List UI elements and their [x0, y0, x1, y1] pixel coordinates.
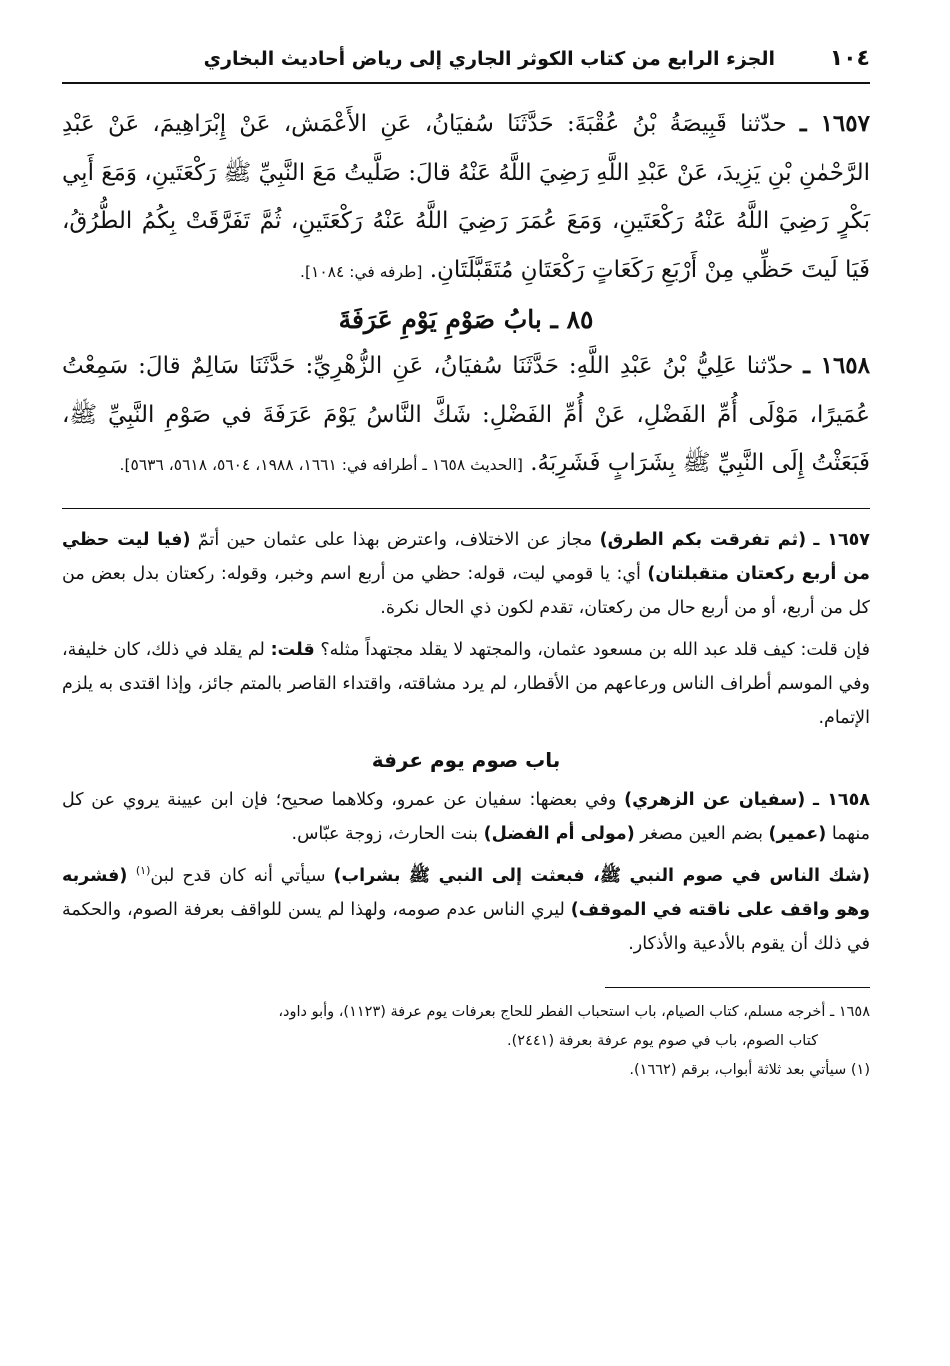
- hadith-text: حدّثنا عَلِيُّ بْنُ عَبْدِ اللَّهِ: حَدَّثَنَا سُفيَانُ، عَنِ الزُّهْرِيِّ: حَدَّثَنَا سَالِمٌ قالَ: سَمِعْتُ عُمَيرًا، مَوْلَى أُمِّ الفَضْلِ، عَنْ أُمِّ الفَضْلِ: شَكَّ النَّاسُ يَوْمَ عَرَفَةَ في صَوْمِ النَّبِيِّ ﷺ، فَبَعَثْتُ إِلَى النَّبِيِّ ﷺ بِشَرَابٍ فَشَرِبَهُ.: [62, 353, 870, 476]
- commentary-text: وفي بعضها: سفيان عن عمرو، وكلاهما صحيح؛ فإن ابن عيينة يروي عن كل منهما: [62, 789, 870, 844]
- commentary-text: ليري الناس عدم صومه، ولهذا لم يسن للواقف بعرفة الصوم، والحكمة في ذلك أن يقوم بالأدعية والأذكار.: [62, 899, 870, 954]
- commentary-chapter-heading: باب صوم يوم عرفة: [371, 747, 561, 772]
- commentary-paragraph: [62, 633, 870, 735]
- commentary-text: مجاز عن الاختلاف، واعترض بهذا على عثمان حين أتمّ: [190, 529, 600, 550]
- quoted-phrase: (فيا ليت حظي من أربع ركعتان متقبلتان): [62, 529, 870, 584]
- book-page: [62, 38, 870, 1085]
- footnote-marker: (١): [135, 863, 151, 877]
- footnotes: [62, 998, 870, 1085]
- commentary: [62, 523, 870, 961]
- chapter-heading: ٨٥ ـ بابُ صَوْمِ يَوْمِ عَرَفَةَ: [338, 305, 594, 334]
- footnote: كتاب الصوم، باب في صوم يوم عرفة بعرفة (٢٤٤١).: [507, 1032, 818, 1049]
- page-header: [62, 38, 870, 82]
- quoted-phrase: (فشربه وهو واقف على ناقته في الموقف): [62, 865, 870, 920]
- quoted-phrase: (عمير): [768, 823, 827, 844]
- commentary-text: لم يقلد في ذلك، كان خليفة، وفي الموسم أطراف الناس ورعاعهم من الأقطار، لم يرد مشاقته، واقتداء القاصر بالمتم جائز، وإذا اقتدى به يلزم الإتمام.: [62, 639, 870, 728]
- footnote: (١) سيأتي بعد ثلاثة أبواب، برقم (١٦٦٢).: [629, 1061, 870, 1078]
- commentary-text: سيأتي أنه كان قدح لبن: [150, 865, 334, 886]
- hadith-number: ١٦٥٨ ـ: [803, 352, 871, 379]
- footnote-rule: [605, 987, 870, 988]
- commentary-text: بنت الحارث، زوجة عبّاس.: [291, 823, 484, 844]
- running-title: الجزء الرابع من كتاب الكوثر الجاري إلى رياض أحاديث البخاري: [203, 48, 775, 70]
- hadith-1657: [62, 100, 870, 296]
- quoted-phrase: (شك الناس في صوم النبي ﷺ، فبعثت إلى النبي ﷺ بشراب): [333, 865, 870, 886]
- quoted-phrase: (مولى أم الفضل): [483, 823, 635, 844]
- commentary-paragraph: [62, 783, 870, 851]
- hadith-1658: [62, 342, 870, 490]
- commentary-number: ١٦٥٨ ـ: [813, 789, 870, 810]
- section-divider: [62, 508, 870, 509]
- footnote: ١٦٥٨ ـ أخرجه مسلم، كتاب الصيام، باب استحباب الفطر للحاج بعرفات يوم عرفة (١١٢٣)، وأبو داود،: [278, 1003, 870, 1020]
- hadith-number: ١٦٥٧ ـ: [799, 110, 870, 137]
- quoted-phrase: قلت:: [270, 639, 315, 660]
- page-number: ١٠٤: [829, 46, 870, 71]
- header-rule: [62, 82, 870, 84]
- commentary-text: فإن قلت: كيف قلد عبد الله بن مسعود عثمان، والمجتهد لا يقلد مجتهداً مثله؟: [314, 639, 870, 660]
- commentary-paragraph: [62, 523, 870, 625]
- quoted-phrase: (سفيان عن الزهري): [624, 789, 806, 810]
- commentary-text: أي: يا قومي ليت، قوله: حظي من أربع اسم وخبر، وقوله: ركعتان بدل بعض من كل من أربع، أو من أربع حال من ركعتان، تقدم لكون ذي الحال نكرة.: [62, 563, 870, 618]
- commentary-number: ١٦٥٧ ـ: [813, 529, 870, 550]
- commentary-text: بضم العين مصغر: [634, 823, 769, 844]
- commentary-paragraph: [62, 859, 870, 961]
- hadith-reference: [طرفه في: ١٠٨٤].: [300, 262, 423, 281]
- hadith-text: حدّثنا قَبِيصَةُ بْنُ عُقْبَةَ: حَدَّثَنَا سُفيَانُ، عَنِ الأَعْمَش، عَنْ إِبْرَاهِيمَ، عَنْ عَبْدِ الرَّحْمٰنِ بْنِ يَزِيدَ، عَنْ عَبْدِ اللَّهِ رَضِيَ اللَّهُ عَنْهُ قالَ: صَلَّيتُ مَعَ النَّبِيِّ ﷺ رَكْعَتَينِ، وَمَعَ أَبِي بَكْرٍ رَضِيَ اللَّهُ عَنْهُ رَكْعَتَينِ، وَمَعَ عُمَرَ رَضِيَ اللَّهُ عَنْهُ رَكْعَتَينِ، ثُمَّ تَفَرَّقَتْ بِكُمُ الطُّرُقُ، فَيَا لَيتَ حَظِّي مِنْ أَرْبَعِ رَكَعَاتٍ رَكْعَتَانِ مُتَقَبَّلَتَانِ.: [62, 111, 870, 283]
- hadith-reference: [الحديث ١٦٥٨ ـ أطرافه في: ١٦٦١، ١٩٨٨، ٥٦٠٤، ٥٦١٨، ٥٦٣٦].: [119, 456, 523, 474]
- quoted-phrase: (ثم تفرقت بكم الطرق): [599, 529, 807, 550]
